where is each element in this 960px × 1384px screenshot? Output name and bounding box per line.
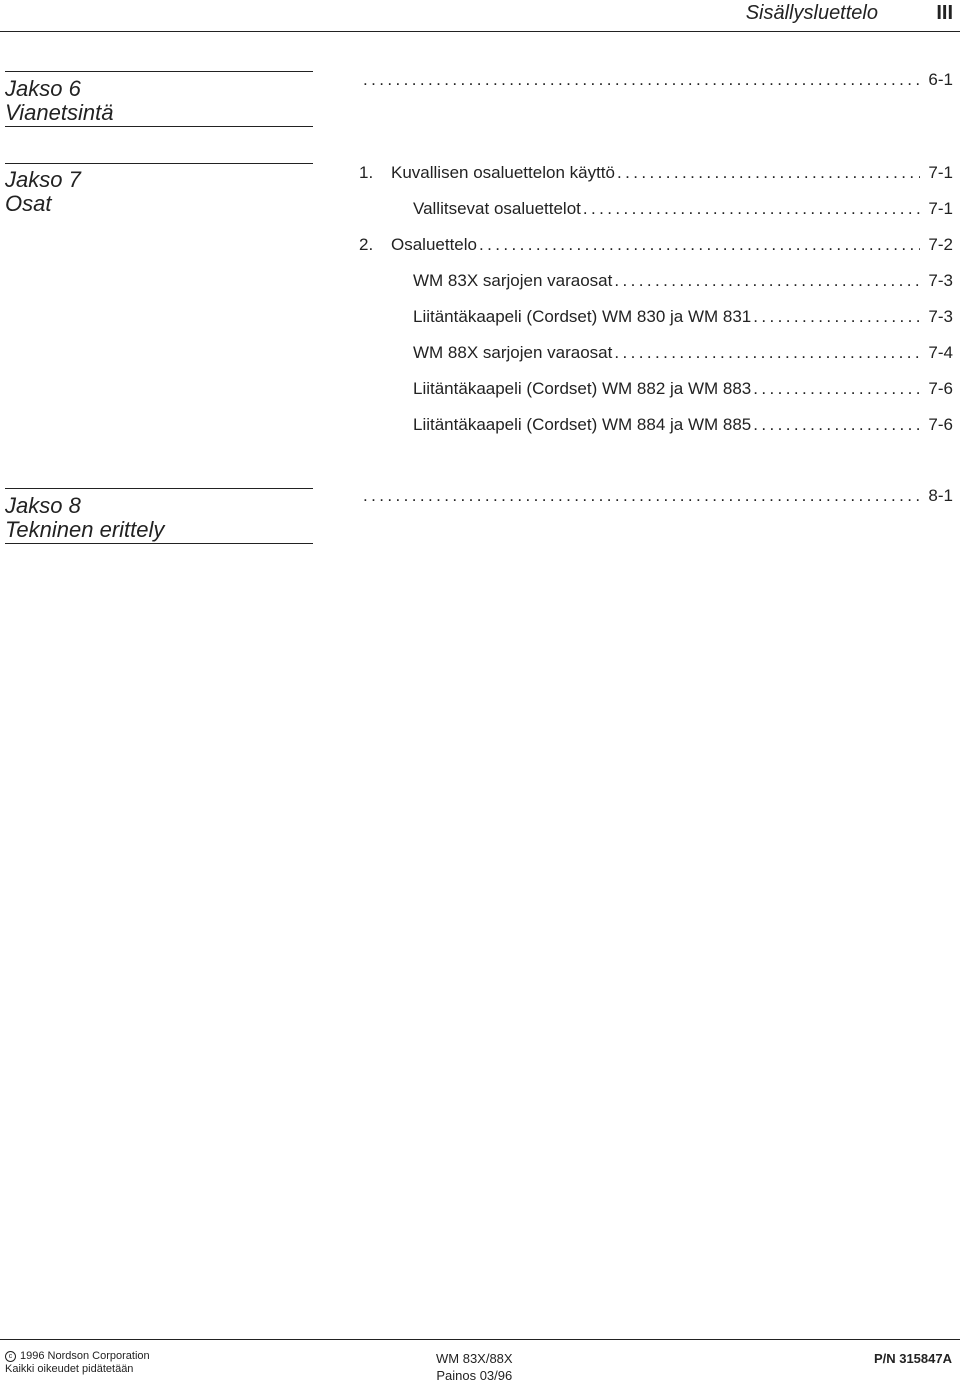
footer-copyright-line — [5, 1350, 150, 1363]
section-label-jakso-7 — [5, 163, 313, 235]
toc-entry[interactable] — [413, 343, 953, 363]
toc-entry-page: 7-2 — [928, 235, 953, 254]
toc-leader-dots — [753, 307, 920, 327]
header-divider — [0, 31, 960, 32]
toc-entry-page: 8-1 — [928, 486, 953, 505]
section-label-line2: Osat — [5, 191, 52, 216]
footer-copyright: 1996 Nordson Corporation — [20, 1350, 150, 1362]
toc-entry-page: 7-3 — [928, 307, 953, 326]
section-label-jakso-6 — [5, 71, 313, 127]
toc-entry[interactable] — [413, 307, 953, 327]
footer-rights: Kaikki oikeudet pidätetään — [5, 1363, 134, 1375]
toc-entry-text: Vallitsevat osaluettelot — [413, 199, 581, 218]
section-label-line2: Tekninen erittely — [5, 517, 165, 542]
toc-entry[interactable] — [361, 486, 953, 506]
toc-entry-page: 7-6 — [928, 415, 953, 434]
footer-model-block — [436, 1350, 513, 1384]
toc-entry[interactable] — [359, 163, 953, 183]
toc-entry-page: 7-3 — [928, 271, 953, 290]
toc-leader-dots — [363, 70, 920, 90]
toc-entry[interactable] — [359, 235, 953, 255]
toc-entry[interactable] — [361, 70, 953, 90]
toc-entry-page: 7-1 — [928, 163, 953, 182]
toc-leader-dots — [614, 271, 920, 291]
section-label-line1: Jakso 8 — [5, 493, 81, 518]
toc-entry-text: WM 83X sarjojen varaosat — [413, 271, 613, 290]
toc-entry-number: 2. — [359, 235, 374, 254]
header-page-number: III — [936, 2, 953, 24]
toc-entry[interactable] — [413, 271, 953, 291]
toc-entry[interactable] — [413, 199, 953, 219]
toc-entry-text: WM 88X sarjojen varaosat — [413, 343, 613, 362]
toc-entry-text: Kuvallisen osaluettelon käyttö — [391, 163, 615, 182]
toc-leader-dots — [363, 486, 920, 506]
toc-entry-page: 7-1 — [928, 199, 953, 218]
toc-entry-page: 7-6 — [928, 379, 953, 398]
copyright-icon: c — [5, 1351, 16, 1362]
toc-entry[interactable] — [413, 415, 953, 435]
toc-leader-dots — [617, 163, 920, 183]
section-label-line1: Jakso 6 — [5, 76, 81, 101]
toc-entry-number: 1. — [359, 163, 374, 182]
footer-copyright-block — [5, 1350, 150, 1376]
toc-entry-page: 7-4 — [928, 343, 953, 362]
footer-divider — [0, 1339, 960, 1340]
toc-entry-text: Osaluettelo — [391, 235, 477, 254]
toc-leader-dots — [614, 343, 920, 363]
footer-part-number: P/N 315847A — [873, 1351, 952, 1366]
toc-leader-dots — [583, 199, 921, 219]
toc-leader-dots — [753, 379, 920, 399]
toc-entry-text: Liitäntäkaapeli (Cordset) WM 830 ja WM 831 — [413, 307, 752, 326]
toc-leader-dots — [753, 415, 920, 435]
toc-entry[interactable] — [413, 379, 953, 399]
toc-leader-dots — [479, 235, 920, 255]
section-label-line1: Jakso 7 — [5, 167, 81, 192]
section-label-line2: Vianetsintä — [5, 100, 114, 125]
footer-model: WM 83X/88X — [436, 1351, 513, 1366]
toc-entry-text: Liitäntäkaapeli (Cordset) WM 882 ja WM 883 — [413, 379, 752, 398]
toc-entry-text: Liitäntäkaapeli (Cordset) WM 884 ja WM 885 — [413, 415, 752, 434]
section-label-jakso-8 — [5, 488, 313, 544]
footer-edition: Painos 03/96 — [436, 1368, 513, 1383]
toc-entry-page: 6-1 — [928, 70, 953, 89]
header-title: Sisällysluettelo — [745, 2, 878, 24]
